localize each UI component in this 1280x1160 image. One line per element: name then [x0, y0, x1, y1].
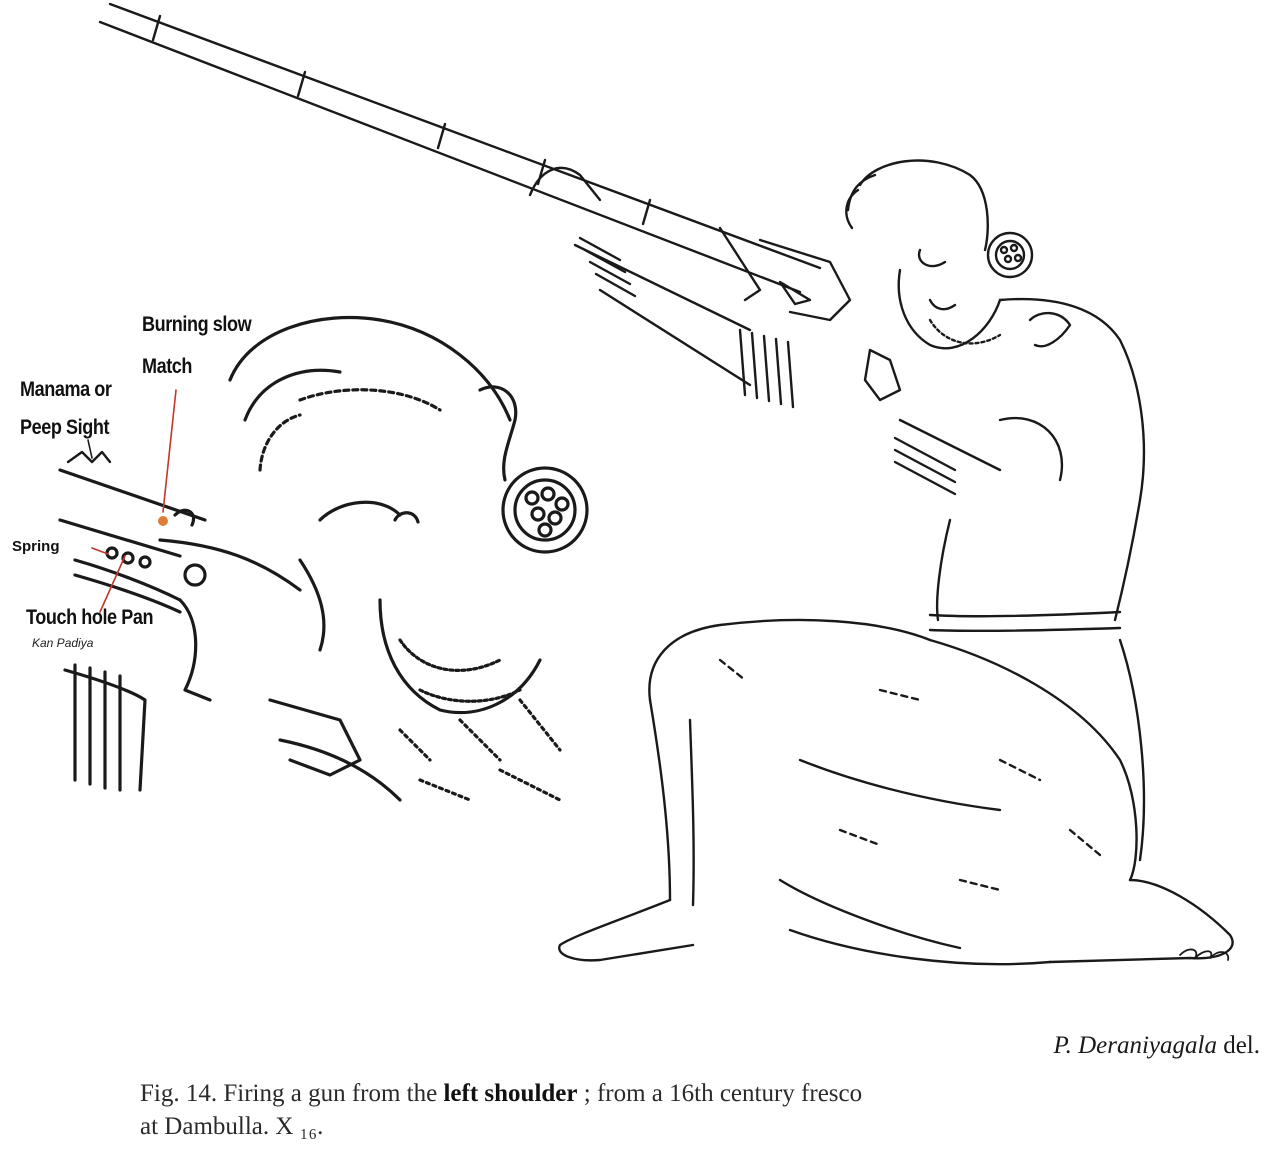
illustrator-suffix: del. — [1223, 1032, 1260, 1059]
caption-line-1 — [140, 1077, 1260, 1110]
head-main — [846, 161, 1032, 349]
label-burning-slow: Burning slow — [142, 313, 252, 336]
label-spring: Spring — [12, 538, 60, 555]
label-peep-sight: Peep Sight — [20, 416, 110, 439]
caption-line-2: at Dambulla. X ₁₆. — [140, 1113, 324, 1140]
illustrator-name: P. Deraniyagala — [1053, 1032, 1217, 1059]
caption-line-1-start: Fig. 14. Firing a gun from the — [140, 1080, 438, 1107]
figure-caption — [140, 1077, 1260, 1143]
detail-inset — [60, 318, 587, 801]
label-kan-padiya: Kan Padiya — [32, 636, 94, 650]
torso-main — [930, 299, 1144, 631]
illustrator-credit — [1054, 1032, 1260, 1060]
label-match: Match — [142, 355, 193, 378]
caption-line-1-bold: left shoulder — [443, 1080, 578, 1107]
burning-match-dot — [158, 516, 168, 526]
label-touch-hole-pan: Touch hole Pan — [26, 606, 154, 629]
label-manama-or: Manama or — [20, 378, 112, 401]
caption-line-1-end: ; from a 16th century fresco — [583, 1080, 863, 1107]
legs-main — [559, 620, 1232, 964]
gun-barrel — [100, 4, 850, 320]
